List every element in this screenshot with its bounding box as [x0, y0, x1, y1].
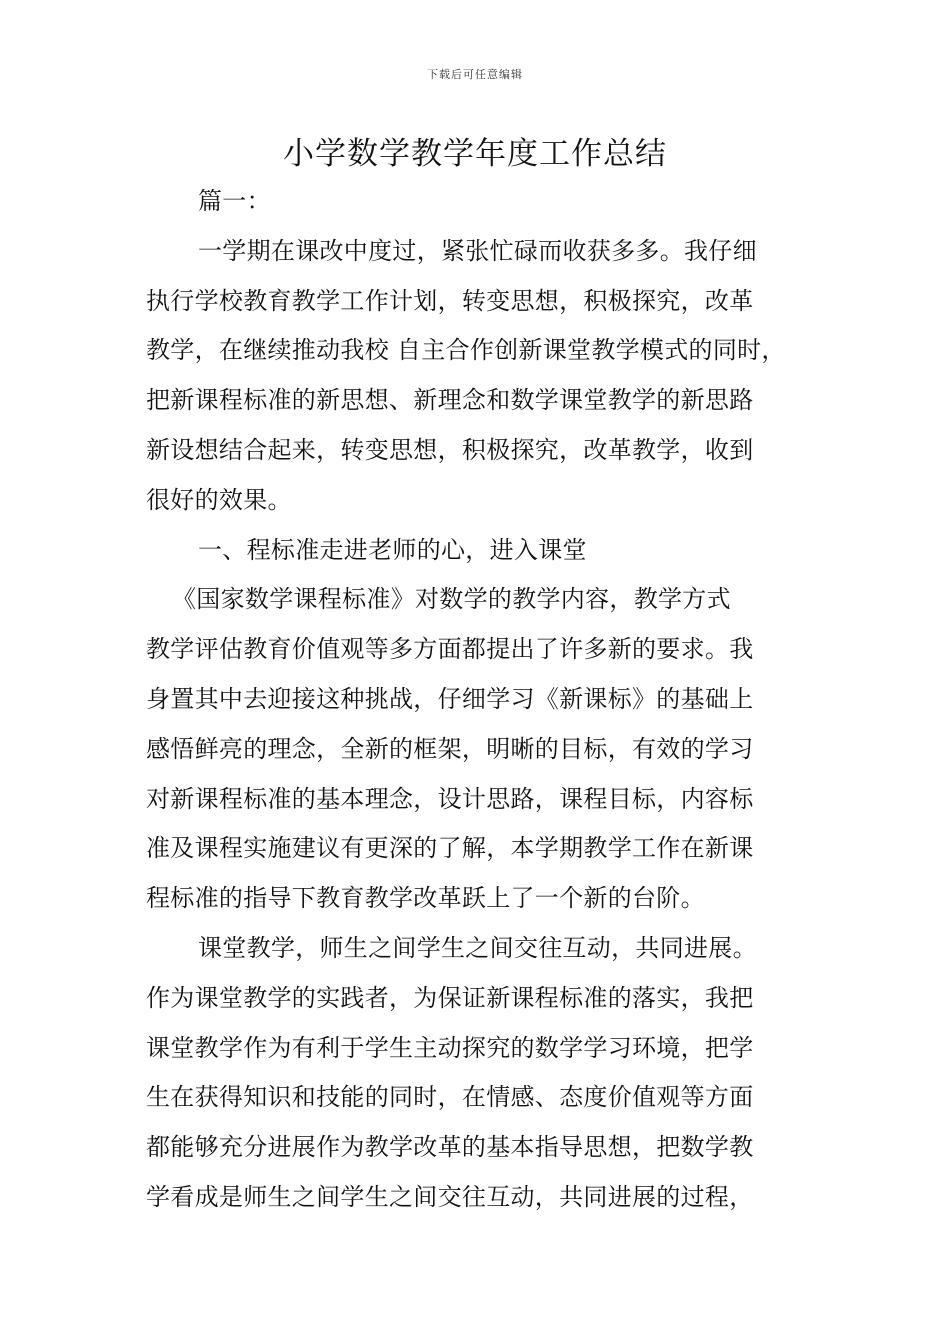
document-title: 小学数学教学年度工作总结: [283, 136, 667, 172]
section-heading: 一、程标准走进老师的心，进入课堂: [198, 535, 587, 564]
section-label: 篇一：: [198, 187, 271, 215]
paragraph-line: 作为课堂教学的实践者，为保证新课程标准的落实，我把: [146, 983, 754, 1012]
paragraph-line: 一学期在课改中度过，紧张忙碌而收获多多。我仔细: [198, 236, 757, 265]
paragraph-line: 很好的效果。: [146, 485, 292, 514]
paragraph-line: 教学，在继续推动我校 自主合作创新课堂教学模式的同时，: [146, 336, 786, 365]
paragraph-line: 感悟鲜亮的理念，全新的框架，明晰的目标，有效的学习: [146, 734, 754, 763]
paragraph-line: 身置其中去迎接这种挑战，仔细学习《新课标》的基础上: [146, 684, 754, 713]
paragraph-line: 《国家数学课程标准》对数学的教学内容，教学方式: [172, 585, 731, 614]
paragraph-line: 准及课程实施建议有更深的了解，本学期教学工作在新课: [146, 834, 754, 863]
paragraph-line: 新设想结合起来，转变思想，积极探究，改革教学，收到: [146, 435, 754, 464]
paragraph-line: 教学评估教育价值观等多方面都提出了许多新的要求。我: [146, 635, 754, 664]
paragraph-line: 课堂教学，师生之间学生之间交往互动，共同进展。: [198, 933, 757, 962]
paragraph-line: 程标准的指导下教育教学改革跃上了一个新的台阶。: [146, 884, 705, 913]
document-body: [146, 177, 814, 1223]
paragraph-line: 执行学校教育教学工作计划，转变思想，积极探究，改革: [146, 286, 754, 315]
paragraph-line: 生在获得知识和技能的同时，在情感、态度价值观等方面: [146, 1083, 754, 1112]
paragraph-3: [146, 924, 814, 1223]
paragraph-line: 学看成是师生之间学生之间交往互动，共同进展的过程，: [146, 1182, 754, 1211]
paragraph-line: 课堂教学作为有利于学生主动探究的数学学习环境，把学: [146, 1033, 754, 1062]
paragraph-line: 都能够充分进展作为教学改革的基本指导思想，把数学教: [146, 1133, 754, 1162]
paragraph-line: 对新课程标准的基本理念，设计思路，课程目标，内容标: [146, 784, 754, 813]
paragraph-2: [146, 575, 814, 924]
paragraph-line: 把新课程标准的新思想、新理念和数学课堂教学的新思路: [146, 386, 754, 415]
paragraph-1: [146, 227, 814, 526]
header-note: 下载后可任意编辑: [427, 68, 523, 81]
